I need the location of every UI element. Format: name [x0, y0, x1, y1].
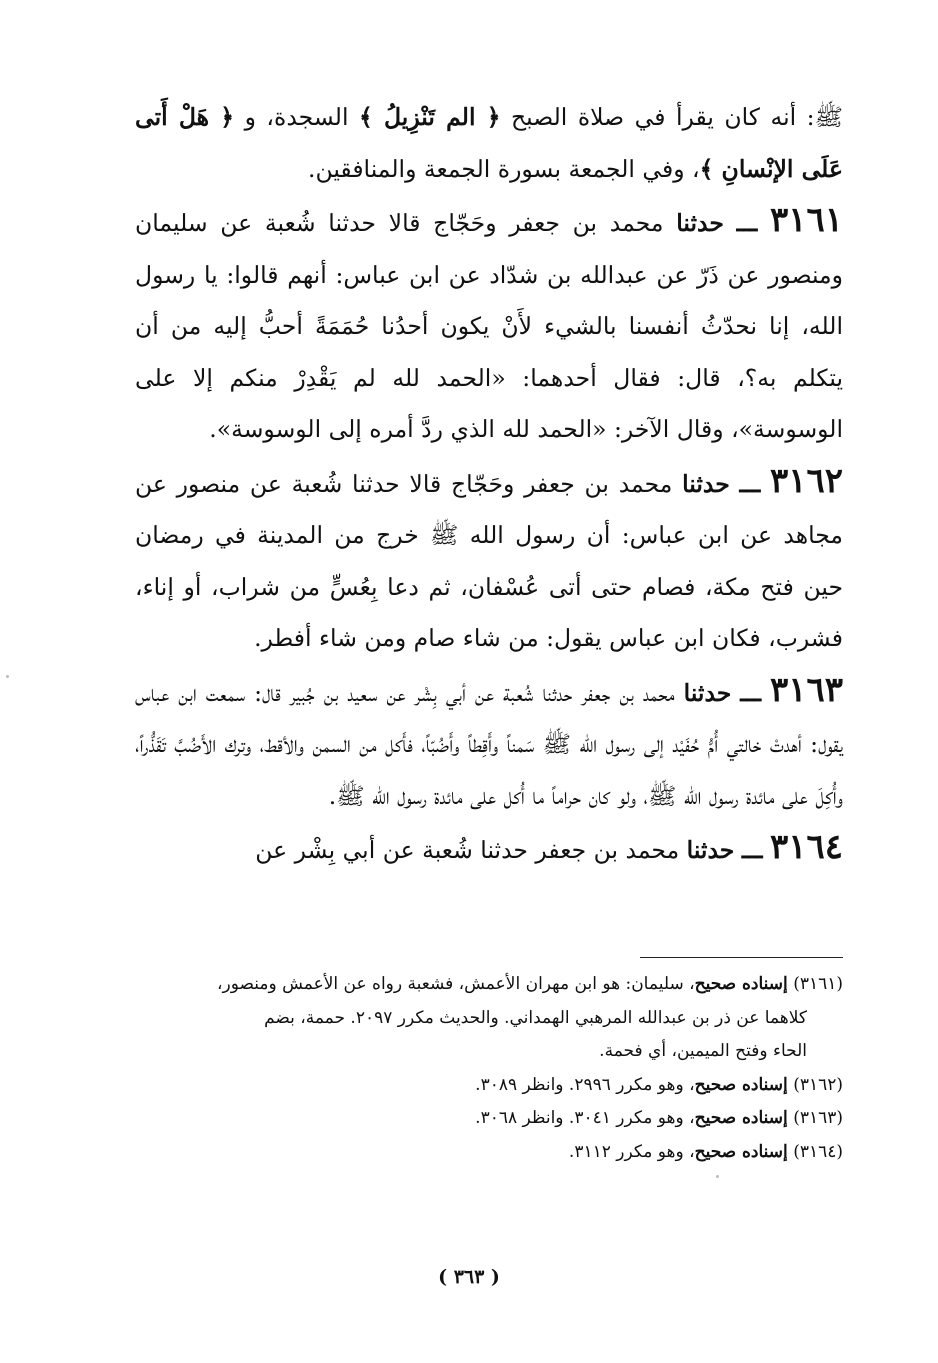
intro-text-c: ، وفي الجمعة بسورة الجمعة والمنافقين. [307, 154, 700, 183]
footnote-ref: (٣١٦٤) [793, 1141, 843, 1162]
footnote [135, 1136, 843, 1170]
footnote-grading: إسناده صحيح [694, 1108, 788, 1128]
footnote-text: ، سليمان: هو ابن مهران الأعمش، فشعبة رواه عن الأعمش ومنصور، [217, 974, 695, 994]
footnote [135, 968, 843, 1002]
page-number: ( ٣٦٣ ) [438, 1266, 500, 1288]
hadith-text: محمد بن جعفر وحَجّاج قالا حدثنا شُعبة عن سليمان ومنصور عن ذَرّ عن عبدالله بن شدّاد عن ابن عباس: أنهم قالوا: يا رسول الله، إنا نحدّثُ أنفسنا بالشيء لأَنْ يكون أحدُنا حُمَمَةً أحبُّ إليه من أن يتكلم به؟، قال: فقال أحدهما: «الحمد لله لم يَقْدِرْ منكم إلا على الوسوسة»، وقال الآخر: «الحمد لله الذي ردَّ أمره إلى الوسوسة». [135, 209, 843, 443]
intro-paragraph [135, 92, 843, 195]
hadith-text: محمد بن جعفر حدثنا شُعبة عن أبي بِشْر عن سعيد بن جُبير قال: سمعت ابن عباس يقول: أهدتْ خالتي أُمُّ حُفَيْد إلى رسول الله ﷺ سَمناً وأَقِطاً وأَضُبّاً، فأَكل من السمن والأقط، وترك الأَضُبَّ تَقَذُّراً، وأُكِلَ على مائدة رسول الله ﷺ، ولو كان حراماً ما أُكل على مائدة رسول الله ﷺ. [135, 678, 843, 810]
hadith-paragraph [135, 195, 843, 456]
footnote-text: الحاء وفتح الميمين، أي فحمة. [599, 1041, 807, 1061]
scan-speck [716, 1175, 719, 1178]
footnote-divider [640, 957, 843, 958]
footnote-grading: إسناده صحيح [694, 1141, 788, 1162]
footnote-grading: إسناده صحيح [694, 1074, 788, 1095]
footnote-grading: إسناده صحيح [694, 974, 788, 994]
hadith-number: ٣١٦٣ [769, 669, 843, 710]
footnote-text: ، وهو مكرر ٣١١٢. [568, 1141, 695, 1162]
hadith-haddathana: حدثنا [676, 209, 724, 237]
intro-text-b: السجدة، و [244, 103, 349, 131]
footnote-ref: (٣١٦٣) [793, 1108, 843, 1128]
hadith-paragraph [135, 456, 843, 665]
hadith-haddathana: حدثنا [683, 678, 732, 707]
footnote-continuation [135, 1035, 843, 1069]
footnote [135, 1069, 843, 1103]
hadith-text: محمد بن جعفر حدثنا شُعبة عن أبي بِشْر عن [255, 836, 680, 864]
scan-speck [6, 675, 9, 678]
footnote-ref: (٣١٦١) [793, 974, 843, 994]
quran-quote-2: ﴿ هَلْ أَتى عَلَى الإنْسانِ ﴾ [135, 103, 843, 183]
footnote [135, 1102, 843, 1136]
quran-quote-1: ﴿ الم تَنْزِيلُ ﴾ [359, 103, 501, 131]
hadith-dash: ـــ [736, 209, 758, 237]
footnote-text: ، وهو مكرر ٢٩٩٦. وانظر ٣٠٨٩. [475, 1074, 695, 1095]
footnote-text: كلاهما عن ذر بن عبدالله المرهبي الهمداني. والحديث مكرر ٢٠٩٧. حممة، بضم [264, 1007, 807, 1028]
hadith-text: محمد بن جعفر وحَجّاج قالا حدثنا شُعبة عن منصور عن مجاهد عن ابن عباس: أن رسول الله ﷺ خرج من المدينة في رمضان حين فتح مكة، فصام حتى أتى عُسْفان، ثم دعا بِعُسٍّ من شراب، أو إناء، فشرب، فكان ابن عباس يقول: من شاء صام ومن شاء أفطر. [135, 469, 843, 652]
hadith-dash: ـــ [739, 469, 761, 498]
footnotes [135, 968, 843, 1169]
hadith-number: ٣١٦١ [769, 200, 843, 240]
footnote-continuation [135, 1002, 843, 1036]
hadith-haddathana: حدثنا [682, 469, 730, 498]
hadith-haddathana: حدثنا [686, 836, 735, 864]
footnote-text: ، وهو مكرر ٣٠٤١. وانظر ٣٠٦٨. [475, 1108, 695, 1128]
footnote-ref: (٣١٦٢) [793, 1074, 843, 1095]
hadith-paragraph [135, 822, 843, 877]
hadith-paragraph [135, 665, 843, 823]
hadith-number: ٣١٦٢ [769, 460, 843, 501]
hadith-number: ٣١٦٤ [769, 827, 843, 867]
intro-text-a: ﷺ: أنه كان يقرأ في صلاة الصبح [511, 103, 843, 131]
main-text [135, 92, 843, 877]
hadith-dash: ـــ [740, 678, 761, 707]
hadith-dash: ـــ [741, 836, 763, 864]
